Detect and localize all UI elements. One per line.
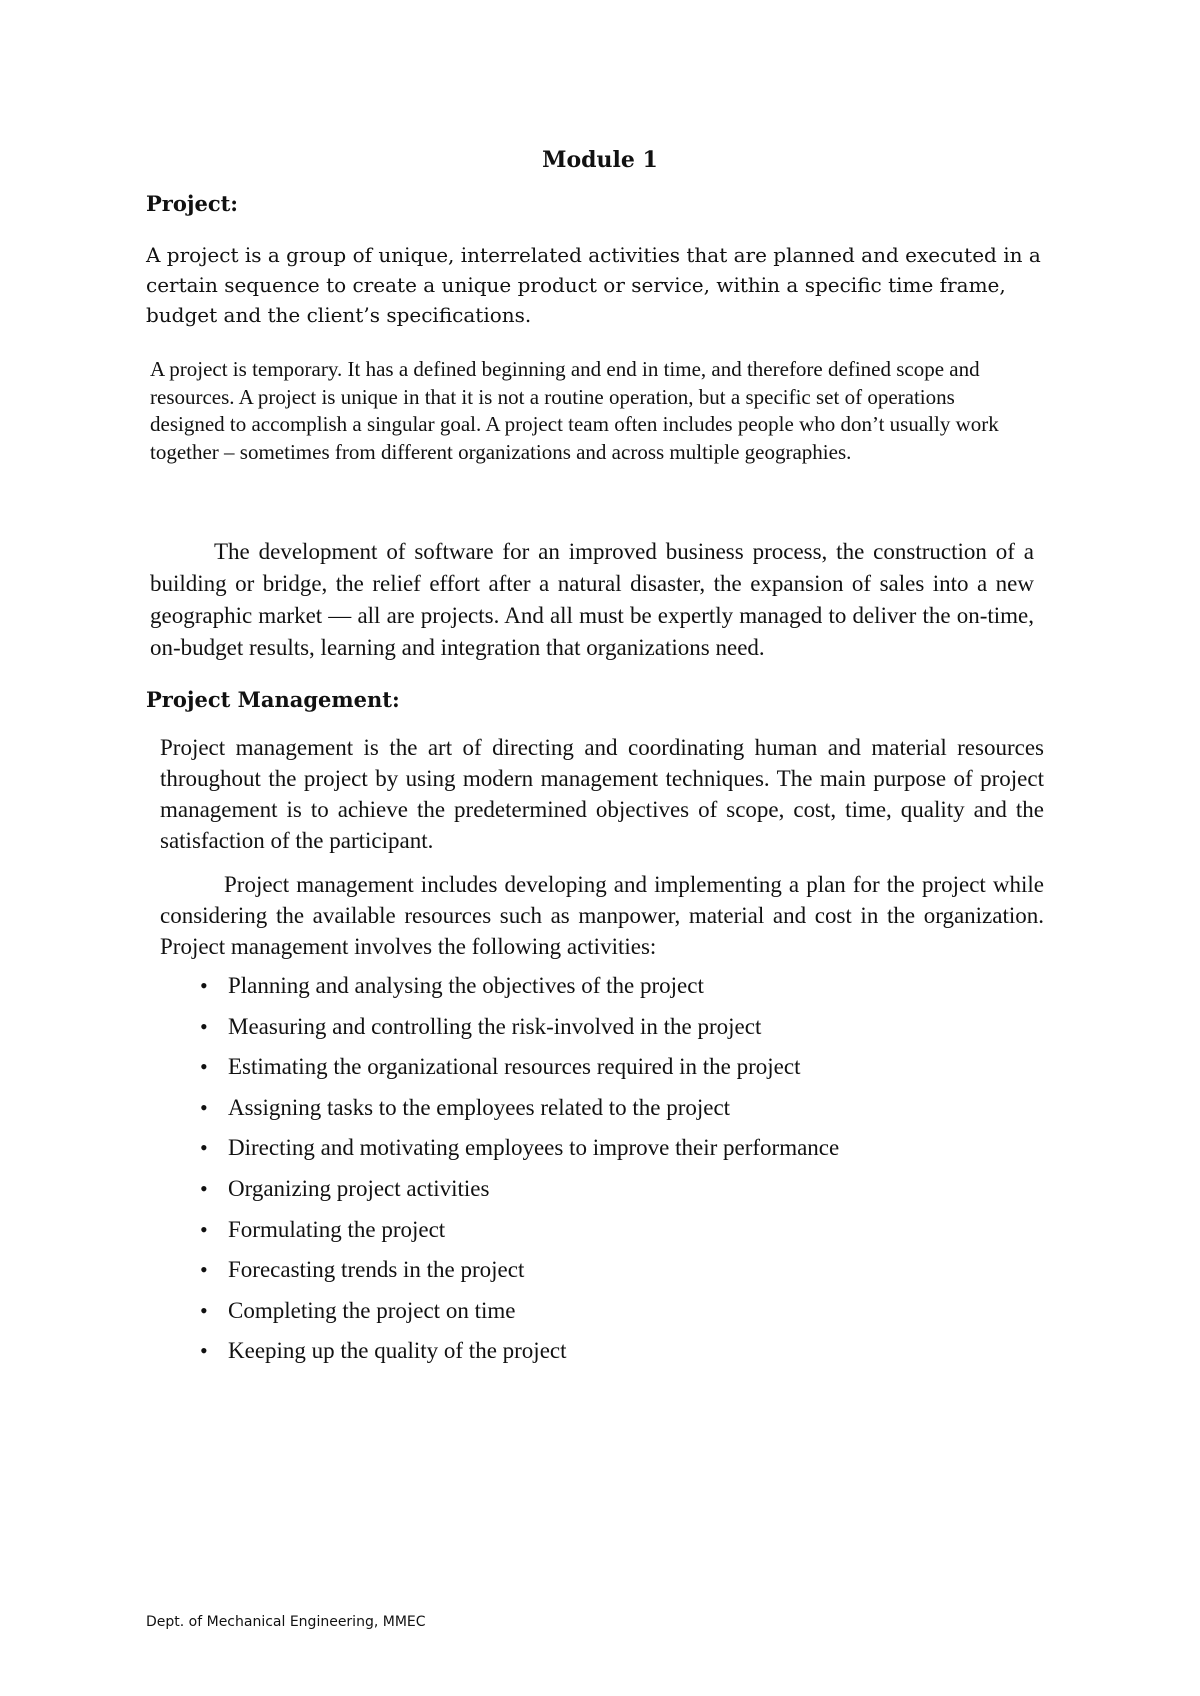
bullet-icon: •	[200, 1054, 208, 1080]
list-item: • Keeping up the quality of the project	[200, 1331, 839, 1372]
bullet-icon: •	[200, 973, 208, 998]
page-footer: Dept. of Mechanical Engineering, MMEC	[146, 1614, 426, 1630]
list-item: • Planning and analysing the objectives of the project	[200, 966, 839, 1007]
bullet-icon: •	[200, 1297, 208, 1323]
page-title: Module 1	[542, 147, 658, 173]
bullet-icon: •	[200, 1135, 208, 1161]
list-item: • Directing and motivating employees to improve their performance	[200, 1128, 839, 1169]
bullet-icon: •	[200, 1175, 208, 1201]
list-item: • Forecasting trends in the project	[200, 1250, 839, 1291]
project-management-includes-text: Project management includes developing and implementing a plan for the project while considering the available resources such as manpower, material and cost in the organization. Project management involves the following activities:	[160, 872, 1044, 959]
project-examples-paragraph	[150, 536, 1034, 664]
activities-list	[200, 966, 839, 1372]
project-examples-text: The development of software for an improved business process, the construction of a building or bridge, the relief effort after a natural disaster, the expansion of sales into a new geographic market — all are projects. And all must be expertly managed to deliver the on-time, on-budget results, learning and integration that organizations need.	[150, 539, 1034, 660]
bullet-icon: •	[200, 1216, 208, 1242]
bullet-icon: •	[200, 1257, 208, 1283]
project-management-includes-paragraph	[160, 869, 1044, 962]
list-item: • Measuring and controlling the risk-involved in the project	[200, 1007, 839, 1048]
project-management-definition-paragraph: Project management is the art of directing and coordinating human and material resources throughout the project by using modern management techniques. The main purpose of project management is to achieve the predetermined objectives of scope, cost, time, quality and the satisfaction of the participant.	[160, 735, 1044, 853]
list-item: • Formulating the project	[200, 1210, 839, 1251]
bullet-icon: •	[200, 1013, 208, 1039]
bullet-icon: •	[200, 1094, 208, 1120]
project-temporary-paragraph: A project is temporary. It has a defined beginning and end in time, and therefore defined scope and resources. A project is unique in that it is not a routine operation, but a specific set of operations designed to accomplish a singular goal. A project team often includes people who don’t usually work together – sometimes from different organizations and across multiple geographies.	[150, 357, 999, 464]
project-definition-paragraph: A project is a group of unique, interrelated activities that are planned and executed in a certain sequence to create a unique product or service, within a specific time frame, budget and the client’s specifications.	[146, 243, 1041, 327]
list-item: • Completing the project on time	[200, 1291, 839, 1332]
section-heading-project-management: Project Management:	[146, 687, 400, 712]
bullet-icon: •	[200, 1338, 208, 1364]
list-item: • Assigning tasks to the employees related to the project	[200, 1088, 839, 1129]
section-heading-project: Project:	[146, 191, 239, 216]
list-item: • Organizing project activities	[200, 1169, 839, 1210]
list-item: • Estimating the organizational resources required in the project	[200, 1047, 839, 1088]
